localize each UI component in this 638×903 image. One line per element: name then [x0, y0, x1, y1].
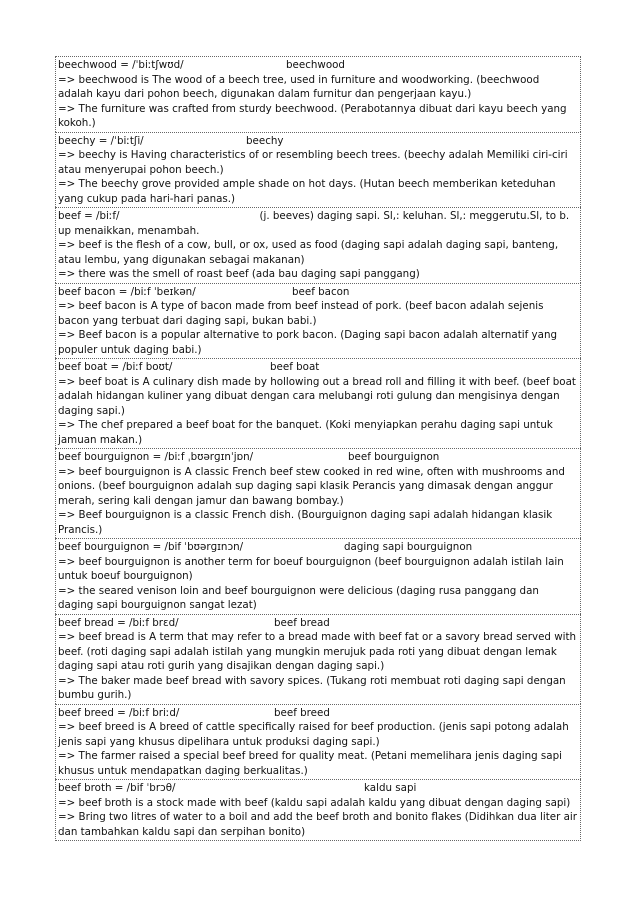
- translation: (j. beeves) daging sapi. Sl,: keluhan. Sl,: meggerutu.Sl, to b. up menaikkan, menambah.: [58, 210, 570, 237]
- entry-beef-bourguignon-alt: [55, 538, 581, 614]
- translation: beef bourguignon: [348, 451, 440, 463]
- definition-line: => beef breed is A breed of cattle specifically raised for beef production. (jenis sapi potong adalah jenis sapi yang khusus dipelihara untuk produksi daging sapi.): [58, 721, 569, 748]
- example-line: => Bring two litres of water to a boil and add the beef broth and bonito flakes (Didihkan dua liter air dan tambahkan kaldu sapi dan serpihan bonito): [58, 811, 577, 838]
- entry-head: [58, 540, 577, 555]
- example-line: => Beef bourguignon is a classic French dish. (Bourguignon daging sapi adalah hidangan klasik Prancis.): [58, 509, 553, 536]
- translation: beef breed: [274, 706, 330, 719]
- definition-line: => beef bourguignon is A classic French beef stew cooked in red wine, often with mushrooms and onions. (beef bourguignon adalah sup daging sapi klasik Perancis yang dimasak dengan anggur merah, sering kali dengan jamur dan bawang bombay.): [58, 465, 565, 507]
- entry-head: [58, 209, 577, 238]
- headword: beef bourguignon = /bif ˈbʊərɡɪnɔn/: [58, 541, 244, 553]
- entry-beef-breed: [55, 704, 581, 780]
- example-line: => The chef prepared a beef boat for the banquet. (Koki menyiapkan perahu daging sapi untuk jamuan makan.): [58, 419, 553, 446]
- entry-head: [58, 706, 577, 721]
- translation: beechy: [246, 134, 284, 147]
- headword: beef boat = /biːf boʊt/: [58, 361, 173, 373]
- translation: kaldu sapi: [364, 782, 417, 794]
- headword: beef = /biːf/: [58, 210, 120, 222]
- entry-head: [58, 781, 577, 796]
- entry-beef-boat: [55, 358, 581, 448]
- entry-head: [58, 616, 577, 631]
- headword: beef breed = /biːf briːd/: [58, 706, 180, 719]
- entry-head: [58, 360, 577, 375]
- headword: beef broth = /bif ˈbrɔθ/: [58, 782, 176, 794]
- entry-beef-bread: [55, 614, 581, 704]
- example-line: => The furniture was crafted from sturdy beechwood. (Perabotannya dibuat dari kayu beech yang kokoh.): [58, 102, 567, 129]
- example-line: => there was the smell of roast beef (ada bau daging sapi panggang): [58, 268, 420, 280]
- entry-beef-bacon: [55, 283, 581, 359]
- headword: beechy = /ˈbiːtʃi/: [58, 134, 144, 147]
- dictionary-page: [55, 56, 581, 841]
- definition-line: => beef bread is A term that may refer to a bread made with beef fat or a savory bread served with beef. (roti daging sapi adalah istilah yang mungkin merujuk pada roti yang dibuat dengan lemak daging sapi atau roti gurih yang disajikan dengan daging sapi.): [58, 631, 577, 672]
- translation: beef bacon: [292, 285, 350, 298]
- entry-beechwood: [55, 56, 581, 132]
- definition-line: => beef broth is a stock made with beef (kaldu sapi adalah kaldu yang dibuat dengan daging sapi): [58, 796, 571, 809]
- entry-head: [58, 450, 577, 465]
- translation: beef boat: [270, 361, 320, 373]
- entry-beef: [55, 207, 581, 283]
- example-line: => The farmer raised a special beef breed for quality meat. (Petani memelihara jenis daging sapi khusus untuk mendapatkan daging berkualitas.): [58, 750, 562, 777]
- entry-beef-bourguignon: [55, 448, 581, 538]
- translation: beechwood: [286, 59, 345, 71]
- example-line: => The beechy grove provided ample shade on hot days. (Hutan beech memberikan keteduhan yang cukup pada hari-hari panas.): [58, 178, 556, 205]
- translation: beef bread: [274, 616, 330, 629]
- headword: beechwood = /ˈbiːtʃwʊd/: [58, 59, 184, 71]
- translation: daging sapi bourguignon: [344, 541, 473, 553]
- definition-line: => beef is the flesh of a cow, bull, or ox, used as food (daging sapi adalah daging sapi, banteng, atau lembu, yang digunakan sebagai makanan): [58, 239, 559, 266]
- entry-beef-broth: [55, 779, 581, 841]
- definition-line: => beechwood is The wood of a beech tree, used in furniture and woodworking. (beechwood adalah kayu dari pohon beech, digunakan dalam furnitur dan pengerjaan kayu.): [58, 73, 540, 100]
- entry-head: [58, 285, 577, 300]
- example-line: => Beef bacon is a popular alternative to pork bacon. (Daging sapi bacon adalah alternatif yang populer untuk daging babi.): [58, 329, 558, 356]
- definition-line: => beechy is Having characteristics of or resembling beech trees. (beechy adalah Memiliki ciri-ciri atau menyerupai pohon beech.): [58, 149, 568, 176]
- definition-line: => beef bourguignon is another term for boeuf bourguignon (beef bourguignon adalah istilah lain untuk boeuf bourguignon): [58, 555, 564, 582]
- entry-beechy: [55, 132, 581, 208]
- headword: beef bourguignon = /biːf ˌbʊərɡɪnˈjɒn/: [58, 451, 254, 463]
- entry-head: [58, 134, 577, 149]
- headword: beef bacon = /biːf ˈbeɪkən/: [58, 285, 196, 298]
- definition-line: => beef bacon is A type of bacon made from beef instead of pork. (beef bacon adalah sejenis bacon yang terbuat dari daging sapi, bukan babi.): [58, 300, 544, 327]
- example-line: => the seared venison loin and beef bourguignon were delicious (daging rusa panggang dan daging sapi bourguignon sangat lezat): [58, 584, 539, 611]
- entry-head: [58, 58, 577, 73]
- example-line: => The baker made beef bread with savory spices. (Tukang roti membuat roti daging sapi dengan bumbu gurih.): [58, 674, 566, 701]
- definition-line: => beef boat is A culinary dish made by hollowing out a bread roll and filling it with beef. (beef boat adalah hidangan kuliner yang dibuat dengan cara melubangi roti gulung dan mengisinya dengan daging sapi.): [58, 375, 576, 417]
- headword: beef bread = /biːf brɛd/: [58, 616, 179, 629]
